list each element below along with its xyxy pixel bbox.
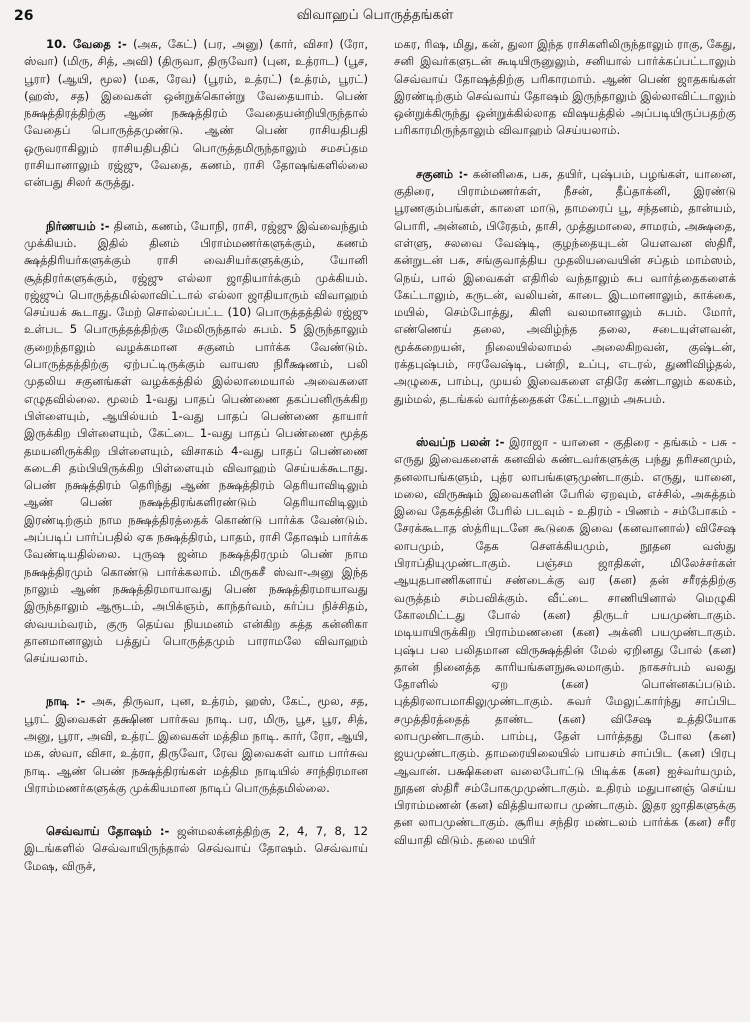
section-sagunam bbox=[394, 166, 736, 408]
section-nadi bbox=[24, 693, 368, 797]
section-text: கன்னிகை, பசு, தயிர், புஷ்பம், பழங்கள், யானை, குதிரை, பிராம்மணர்கள், நீசன், தீப்தாக்னி, இரண்டு பூரணகும்பங்கள், காளை மாடு, தாமரைப் பூ, சந்தனம், தான்யம், பொரி, அன்னம், பிரேதம், தாசி, முத்துமாலை, சாமரம், அக்ஷதை, எள்ளு, சலவை வேஷ்டி, குழந்தையுடன் யௌவன ஸ்திரீ, கன்றுடன் பசு, சங்குவாத்திய முதலியவையின் சப்தம் மாம்ஸம், நெய், பால் இவைகள் எதிரில் வந்தாலும் சுப வார்த்தைகளைக் கேட்டாலும், கருடன், வலியன், காடை இடமானாலும், காக்கை, மயில், செம்போத்து, கிளி வலமானாலும் சுபம். மோர், எண்ணெய் தலை, அவிழ்ந்த தலை, சடையுள்ளவன், மூக்கறையன், நிலையில்லாமல் அலைகிறவன், குஷ்டன், ரக்தபுஷ்பம், ஈரவேஷ்டி, பன்றி, உப்பு, எடரல், துணிவிழ்தல், அழுகை, பாம்பு, முயல் இவைகளை எதிரே கண்டாலும் கலகம், தும்மல், தடங்கல் வார்த்தைகள் கேட்டாலும் அசுபம். bbox=[394, 166, 736, 406]
section-text: மகர, ரிஷ, மிது, கன், துலா இந்த ராசிகளிலிருந்தாலும் ராகு, கேது, சனி இவர்களுடன் கூடியிருனுலும், சனியால் பார்க்கப்பட்டாலும் செவ்வாய் தோஷத்திற்கு பரிகாரமாம். ஆண் பெண் ஜாதகங்கள் இரண்டிற்கும் செவ்வாய் தோஷம் இருந்தாலும் இல்லாவிட்டாலும் ஒன்றுக்கிருந்து ஒன்றுக்கில்லாத விஷயத்தில் அப்படியிருப்பதற்கு பரிகாரமிருந்தாலும் விவாஹம் செய்யலாம். bbox=[394, 37, 736, 138]
section-heading: 10. வேதை :- bbox=[46, 37, 127, 51]
section-heading: சகுனம் :- bbox=[416, 166, 468, 181]
section-swapna-palan bbox=[394, 434, 736, 849]
section-text: இராஜா - யானை - குதிரை - தங்கம் - பசு - எருது இவைகளைக் கனவில் கண்டவர்களுக்கு பந்து தரிசனமும், தனலாபங்களும், புத்ர லாபங்களுமுண்டாகும். எருது, யானை, மலை, விருக்ஷம் இவைகளின் பேரில் ஏறவும், எச்சில், அசுத்தம் இவை தேகத்தின் பேரில் படவும் - உதிரம் - பிணம் - சம்போகம் - சேரக்கூடாத ஸ்த்ரியுடனே கூடுகை இவை (கனவானால்) விசேஷ லாபமும், தேக சௌக்கியமும், நூதன வஸ்து பிராப்தியுமுண்டாகும். பஞ்சம ஜாதிகள், மிலேச்சர்கள் ஆயுதபாணிகளாய் சண்டைக்கு வர (கன) தன் சரீரத்திற்கு வருத்தம் சம்பவிக்கும். வீட்டை சாணியினால் மெழுகி கோலமிட்டது போல் (கன) திருடர் பயமுண்டாகும். மடியாயிருக்கிற பிராம்மணனை (கன) அக்னி பயமுண்டாகும். புஷ்ப பல பலிதமான விருக்ஷத்தின் மேல் ஏறினது போல் (கன) தான் நினைத்த காரியங்களநுகூலமாகும். நாகசர்பம் வலது தோளில் ஏற (கன) பொன்னகப்படும். புத்திரலாபமாகிலுமுண்டாகும். சுவர் மேலுட்கார்ந்து சாப்பிட சமுத்திரத்தைத் தாண்ட (கன) விசேஷ உத்தியோக லாபமுண்டாகும். பாம்பு, தேள் பார்த்தது போல (கன) ஜயமுண்டாகும். தாமரையிலையில் பாயசம் சாப்பிட (கன) பிரபு ஆவான். பக்ஷிகளை வலைபோட்டு பிடிக்க (கன) ஐச்வர்யமும், நூதன ஸ்திரீ சம்போகமுமுண்டாகும். உதிரம் மதுபானஞ் செய்ய பிராம்மணன் (கன) வித்தியாலாப முண்டாகும். இதர ஜாதிகளுக்கு தன லாபமுண்டாகும். சூரிய சந்திர மண்டலம் பார்க்க (கன) சரீர வியாதி விடும். தலை மயிர் bbox=[394, 434, 737, 847]
section-continuation bbox=[394, 36, 736, 140]
section-gap bbox=[394, 408, 736, 434]
running-head: விவாஹப் பொருத்தங்கள் bbox=[296, 7, 454, 23]
right-column bbox=[394, 36, 736, 849]
section-sevvai-dosham bbox=[24, 823, 368, 875]
section-heading: நிர்ணயம் :- bbox=[46, 218, 110, 233]
section-text: (அசு, கேட்) (பர, அனு) (கார், விசா) (ரோ, ஸ்வா) (மிரு, சித், அவி) (திருவா, திருவோ) (புன, உத்ராட) (பூச, பூரா) (ஆயி, மூல) (மக, ரேவ) (பூரம், உத்ரட்) (உத்ரம், பூரட்) (ஹஸ், சத) இவைகள் ஒன்றுக்கொன்று வேதையாம். பெண் நக்ஷத்திரத்திற்கு ஆண் நக்ஷத்திரம் வேதையன்றியிருந்தால் வேதைப் பொருத்தமுண்டு. ஆண் பெண் ராசியதிபதி ஒருவராகிலும் ராசியதிபதிப் பொருத்தமிருந்தாலும் சமசப்தம ராசியானாலும் ரஜ்ஜு, வேதை, கணம், ராசி தோஷங்களில்லை என்பது சிலர் கருத்து. bbox=[24, 37, 368, 190]
section-gap bbox=[394, 140, 736, 166]
section-heading: ஸ்வப்ந பலன் :- bbox=[416, 434, 505, 449]
section-nirnayam bbox=[24, 218, 368, 668]
left-column bbox=[24, 36, 368, 875]
section-heading: செவ்வாய் தோஷம் :- bbox=[46, 824, 170, 839]
section-text: தினம், கணம், யோநி, ராசி, ரஜ்ஜு இவ்வைந்தும் முக்கியம். இதில் தினம் பிராம்மணர்களுக்கும், கணம் க்ஷத்திரியர்களுக்கும் ராசி வைசியர்களுக்கும், யோனி சூத்திரர்களுக்கும், ரஜ்ஜு எல்லா ஜாதியார்க்கும் முக்கியம். ரஜ்ஜுப் பொருத்தமில்லாவிட்டால் எல்லா ஜாதியாரும் விவாஹம் செய்யக் கூடாது. மேற் சொல்லப்பட்ட (10) பொருத்தத்தில் ரஜ்ஜு உள்பட 5 பொருத்தத்திற்கு மேலிருந்தால் சுபம். 5 இருந்தாலும் குறைந்தாலும் வழக்கமான சகுனம் பார்க்க வேண்டும். பொருத்தத்திற்கு ஏற்பட்டிருக்கும் வாயஸ நிரீக்ஷணம், பலி முதலிய சகுனங்கள் வழக்கத்தில் இல்லாமையால் அவைகளை எழுதவில்லை. மூலம் 1-வது பாதப் பெண்ணை தகப்பனிருக்கிற பிள்ளையும், ஆயில்யம் 1-வது பாதப் பெண்ணை தாயார் இருக்கிற பிள்ளையும், கேட்டை 1-வது பாதப் பெண்ணை மூத்த தமயனிருக்கிற பிள்ளையும், விசாகம் 4-வது பாதப் பெண்ணை கடைசி தம்பியிருக்கிற பிள்ளையும் விவாஹம் செய்யக்கூடாது. பெண் நக்ஷத்திரம் தெரிந்து ஆண் நக்ஷத்திரம் தெரியாவிடிலும் ஆண் பெண் நக்ஷத்திரங்களிரண்டும் தெரியாவிடிலும் இரண்டிற்கும் நாம நக்ஷத்திரத்தைக் கொண்டு பார்க்க வேண்டும். அப்படிப் பார்ப்பதில் ஏக நக்ஷத்திரம், பாதம், ராசி தோஷம் பார்க்க வேண்டியதில்லை. புருஷ ஜன்ம நக்ஷத்திரமும் பெண் நாம நக்ஷத்திரமும் கொண்டு பார்க்கலாம். மிருகசீ ஸ்வா-அனு இந்த நாலும் ஆண் நக்ஷத்திரமாயாவது பெண் நக்ஷத்திரமாயாவது இருந்தாலும் ஆரூடம், அபிக்ஞம், காந்தர்வம், கர்ப்ப நிச்சிதம், ஸ்வயம்வரம், குரு தெய்வ நியமனம் என்கிற சுத்த கன்னிகா தானமானாலும் பத்துப் பொருத்தமும் பாராமலே விவாஹம் செய்யலாம். bbox=[24, 218, 368, 666]
section-vedhai bbox=[24, 36, 368, 192]
section-gap bbox=[24, 797, 368, 823]
section-gap bbox=[24, 192, 368, 218]
section-text: அசு, திருவா, புன, உத்ரம், ஹஸ், கேட், மூல, சத, பூரட் இவைகள் தக்ஷிண பார்சுவ நாடி. பர, மிரு, பூச, பூர, சித், அனு, பூரா, அவி, உத்ரட் இவைகள் மத்திம நாடி. கார், ரோ, ஆயி, மக, ஸ்வா, விசா, உத்ரா, திருவோ, ரேவ இவைகள் வாம பார்சுவ நாடி. ஆண் பெண் நக்ஷத்திரங்கள் மத்திம நாடியில் சாந்திரமான பிராம்மணர்களுக்கு முக்கியமான நாடிப் பொருத்தமில்லை. bbox=[24, 694, 369, 795]
section-gap bbox=[24, 667, 368, 693]
section-text: ஜன்மலக்னத்திற்கு 2, 4, 7, 8, 12 இடங்களில் செவ்வாயிருந்தால் செவ்வாய் தோஷம். செவ்வாய் மேஷ, விருச், bbox=[24, 824, 368, 873]
section-heading: நாடி :- bbox=[46, 694, 86, 709]
page-number: 26 bbox=[14, 8, 34, 24]
